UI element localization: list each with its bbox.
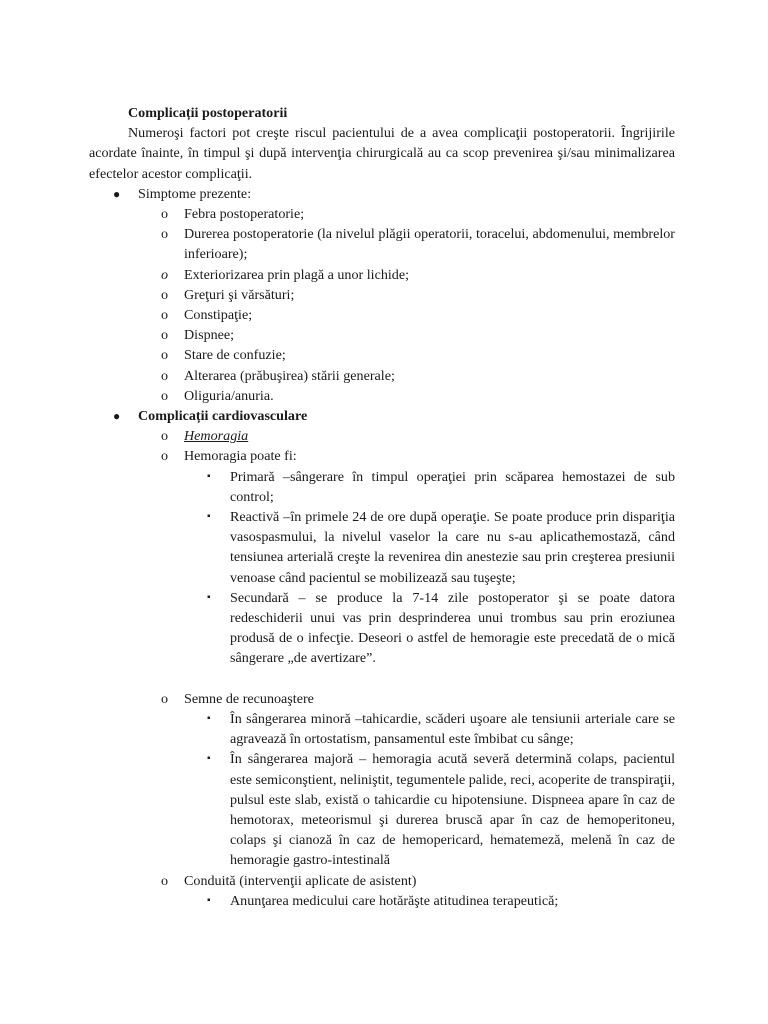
hemorrhage-type-text: Reactivă –în primele 24 de ore după operaţie. Se poate produce prin dispariţia vasospasmului, la nivelul vaselor la care nu s-au aplicathemostază, când tensiunea arterială creşte la revenirea din anestezie sau prin creşterea presiunii venoase când pacientul se mobilizează sau tuşeşte; <box>230 509 675 586</box>
list-item <box>89 386 675 406</box>
paragraph-spacer <box>89 669 675 689</box>
circle-bullet-icon: o <box>161 690 169 707</box>
list-item <box>89 749 675 870</box>
hemorrhage-type-text: Primară –sângerare în timpul operaţiei prin scăparea hemostazei de sub control; <box>230 468 675 505</box>
bullet-icon: ● <box>113 409 121 424</box>
list-item <box>89 285 675 305</box>
circle-bullet-icon: o <box>161 307 169 324</box>
symptom-text: Constipaţie; <box>184 307 253 324</box>
symptom-text: Greţuri şi vărsături; <box>184 286 295 303</box>
sign-text: În sângerarea majoră – hemoragia acută severă determină colaps, pacientul este semiconştient, neliniştit, tegumentele palide, reci, acoperite de transpiraţii, pulsul este slab, există o tahicardie cu hipotensiune. Dispneea apare în caz de hemotorax, meteorismul şi durerea bruscă apar în caz de hemoperitoneu, colaps şi cianoză în caz de hemopericard, hematemeză, melenă în caz de hemoragie gastro-intestinală <box>230 751 675 869</box>
list-item <box>89 507 675 588</box>
signs-intro: Semne de recunoaştere <box>184 690 314 707</box>
circle-bullet-icon: o <box>161 428 169 445</box>
square-bullet-icon: ▪ <box>207 470 211 482</box>
hemorrhage-types-intro: Hemoragia poate fi: <box>184 448 297 465</box>
list-item <box>89 366 675 386</box>
square-bullet-icon: ▪ <box>207 712 211 724</box>
symptom-text: Exteriorizarea prin plagă a unor lichide; <box>184 266 410 283</box>
list-item <box>89 345 675 365</box>
list-item <box>89 204 675 224</box>
symptom-text: Oliguria/anuria. <box>184 387 274 404</box>
document-body <box>89 103 675 911</box>
symptom-text: Stare de confuzie; <box>184 347 286 364</box>
square-bullet-icon: ▪ <box>207 591 211 603</box>
list-item <box>89 467 675 507</box>
list-item <box>89 305 675 325</box>
list-item <box>89 224 675 264</box>
circle-bullet-icon: o <box>161 448 169 465</box>
circle-bullet-icon: o <box>161 266 169 283</box>
hemorrhage-type-text: Secundară – se produce la 7-14 zile postoperator şi se poate datora redeschiderii unui vas prin desprinderea unui trombus sau prin eroziunea produsă de o infecţie. Deseori o astfel de hemoragie este precedată de o mică sângerare „de avertizare”. <box>230 589 675 667</box>
symptom-text: Febra postoperatorie; <box>184 206 305 223</box>
symptom-text: Durerea postoperatorie (la nivelul plăgii operatorii, toracelui, abdomenului, membrelor inferioare); <box>184 226 675 263</box>
symptoms-heading-item <box>89 184 675 204</box>
intro-paragraph: Numeroşi factori pot creşte riscul pacientului de a avea complicaţii postoperatorii. Îngrijirile acordate înainte, în timpul şi după intervenţia chirurgicală au ca scop prevenirea şi/sau minimalizarea efectelor acestor complicaţii. <box>89 125 675 182</box>
sign-text: În sângerarea minoră –tahicardie, scăderi uşoare ale tensiunii arteriale care se agravează în ortostatism, pansamentul este îmbibat cu sânge; <box>230 710 675 748</box>
list-item <box>89 588 675 669</box>
hemorrhage-title: Hemoragia <box>184 428 249 445</box>
square-bullet-icon: ▪ <box>207 753 211 765</box>
circle-bullet-icon: o <box>161 367 169 384</box>
square-bullet-icon: ▪ <box>207 511 211 523</box>
conduct-text: Anunţarea medicului care hotărăşte atitudinea terapeutică; <box>230 892 559 909</box>
list-item <box>89 709 675 749</box>
list-item <box>89 689 675 709</box>
list-item <box>89 446 675 466</box>
cardio-heading-item <box>89 406 675 426</box>
list-item <box>89 871 675 891</box>
circle-bullet-icon: o <box>161 286 169 303</box>
square-bullet-icon: ▪ <box>207 894 211 906</box>
list-item <box>89 325 675 345</box>
circle-bullet-icon: o <box>161 872 169 889</box>
circle-bullet-icon: o <box>161 226 169 243</box>
conduct-intro: Conduită (intervenţii aplicate de asistent) <box>184 872 417 889</box>
symptom-text: Dispnee; <box>184 327 235 344</box>
document-title: Complicații postoperatorii <box>128 105 288 121</box>
circle-bullet-icon: o <box>161 347 169 364</box>
bullet-icon: ● <box>113 186 121 201</box>
circle-bullet-icon: o <box>161 206 169 223</box>
symptoms-heading: Simptome prezente: <box>138 185 252 202</box>
list-item <box>89 891 675 911</box>
cardio-heading: Complicații cardiovasculare <box>138 408 308 425</box>
list-item <box>89 265 675 285</box>
circle-bullet-icon: o <box>161 387 169 404</box>
circle-bullet-icon: o <box>161 327 169 344</box>
symptom-text: Alterarea (prăbuşirea) stării generale; <box>184 367 395 384</box>
list-item <box>89 426 675 446</box>
